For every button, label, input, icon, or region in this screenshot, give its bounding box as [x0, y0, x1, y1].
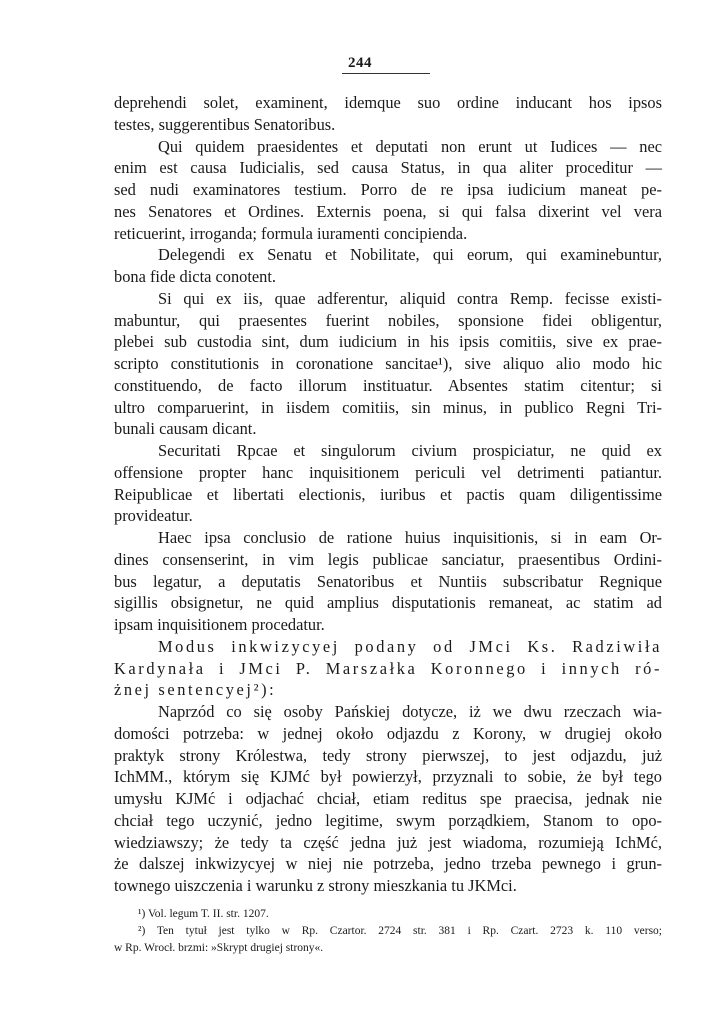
text-line: chciał tego uczynić, jedno legitime, swym porządkiem, Stanom to opo- — [114, 810, 662, 830]
text-line: sigillis obsignetur, ne quid amplius disputationis remaneat, ac statim ad — [114, 593, 662, 613]
text-line: Delegendi ex Senatu et Nobilitate, qui eorum, qui examinebuntur, — [158, 245, 662, 265]
text-line: testes, suggerentibus Senatoribus. — [114, 114, 336, 134]
text-line: sed nudi examinatores testium. Porro de re ipsa iudicium maneat pe- — [114, 180, 662, 199]
text-line: ipsam inquisitionem procedatur. — [114, 615, 325, 634]
page-number-rule — [342, 73, 430, 74]
text-line: mabuntur, qui praesentes fuerint nobiles, sponsione fidei obligentur, — [114, 310, 662, 330]
text-line: bus legatur, a deputatis Senatoribus et Nuntiis subscribatur Regnique — [114, 571, 662, 591]
text-line: Securitati Rpcae et singulorum civium prospiciatur, ne quid ex — [158, 441, 662, 460]
text-line: Naprzód co się osoby Pańskiej dotycze, iż we dwu rzeczach wia- — [158, 702, 662, 721]
text-line: wiedziawszy; że tedy ta część jedna już jest wiadoma, rozumieją IchMć, — [114, 832, 662, 852]
text-line: bunali causam dicant. — [114, 419, 257, 439]
text-line: Haec ipsa conclusio de ratione huius inquisitionis, si in eam Or- — [158, 528, 662, 547]
text-line: enim est causa Iudicialis, sed causa Status, in qua aliter proceditur — — [114, 158, 662, 178]
text-line: że dalszej inkwizycyej w niej nie potrzeba, jedno trzeba pewnego i grun- — [114, 854, 662, 874]
text-line: provideatur. — [114, 506, 193, 526]
text-line: ultro comparuerint, in iisdem comitiis, sin minus, in publico Regni Tri- — [114, 397, 662, 417]
page-number: 244 — [348, 55, 372, 71]
text-line: bona fide dicta conotent. — [114, 267, 277, 286]
text-line: domości potrzeba: w jednej około odjazdu z Korony, w drugiej około — [114, 723, 662, 743]
text-line: praktyk strony Królestwa, tedy strony pierwszej, to jest odjazdu, już — [114, 745, 662, 765]
text-line: nes Senatores et Ordines. Externis poena, si qui falsa dixerint vel vera — [114, 201, 662, 221]
text-line: townego uiszczenia i warunku z strony mieszkania tu JKMci. — [114, 876, 517, 895]
text-line: Qui quidem praesidentes et deputati non erunt ut Iudices — nec — [158, 136, 662, 156]
section-heading-line: Modus inkwizycyej podany od JMci Ks. Radziwiła — [158, 636, 662, 656]
footnote-1: ¹) Vol. legum T. II. str. 1207. — [138, 908, 269, 920]
text-line: Si qui ex iis, quae adferentur, aliquid contra Remp. fecisse existi- — [158, 288, 662, 308]
footnote-2-continuation: w Rp. Wrocł. brzmi: »Skrypt drugiej strony«. — [114, 942, 324, 954]
text-line: Reipublicae et libertati electionis, iuribus et pactis quam diligentissime — [114, 484, 662, 504]
text-line: scripto constitutionis in coronatione sancitae¹), sive aliquo alio modo hic — [114, 354, 662, 373]
text-line: plebei sub custodia sint, dum iudicium in his ipsis comitiis, sive ex prae- — [114, 332, 662, 352]
footnote-2: ²) Ten tytuł jest tylko w Rp. Czartor. 2724 str. 381 i Rp. Czart. 2723 k. 110 verso; — [138, 925, 662, 937]
text-line: dines consenserint, in vim legis publicae sanciatur, praesentibus Ordini- — [114, 549, 662, 569]
text-line: deprehendi solet, examinent, idemque suo ordine inducant hos ipsos — [114, 93, 662, 112]
body-text — [114, 92, 662, 897]
section-heading-line: żnej sentencyej²): — [114, 680, 277, 700]
text-line: umysłu KJMć i odjachać chciał, etiam reditus spe praecisa, jednak nie — [114, 789, 662, 808]
footnotes — [114, 906, 662, 957]
text-line: reticuerint, irroganda; formula iuramenti concipienda. — [114, 223, 468, 243]
text-line: constituendo, de facto illorum instituatur. Absentes statim citentur; si — [114, 375, 662, 395]
text-line: offensione propter hanc inquisitionem periculi vel detrimenti patiantur. — [114, 462, 662, 482]
section-heading-line: Kardynała i JMci P. Marszałka Koronnego i innych ró- — [114, 658, 662, 678]
text-line: IchMM., którym się KJMć był powierzył, przyznali to sobie, że był tego — [114, 767, 662, 787]
